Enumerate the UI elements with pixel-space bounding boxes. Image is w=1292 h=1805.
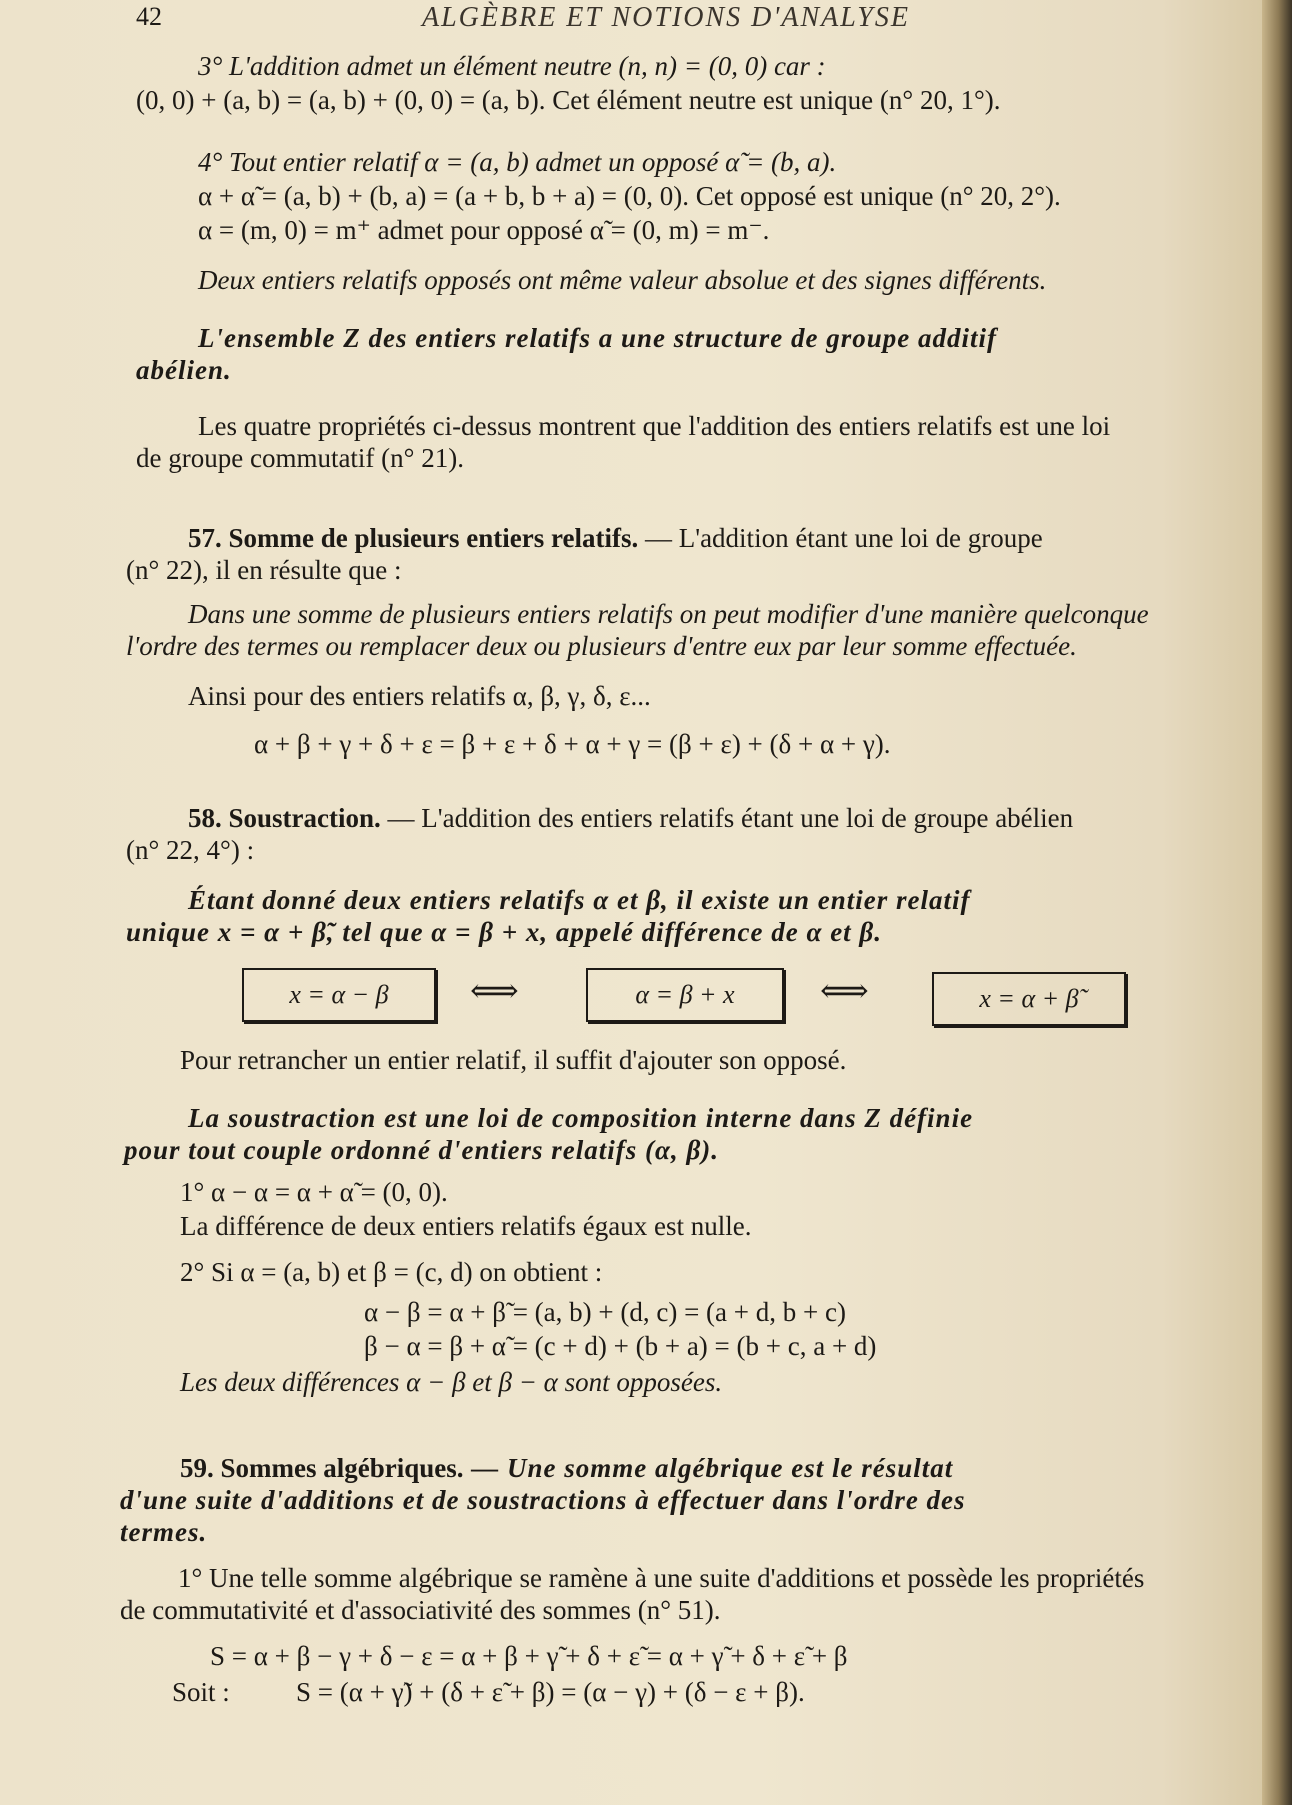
text-line: 2° Si α = (a, b) et β = (c, d) on obtient : xyxy=(180,1257,603,1287)
theorem-line: unique x = α + β̃, tel que α = β + x, appelé différence de α et β. xyxy=(126,917,883,947)
text-line: (0, 0) + (a, b) = (a, b) + (0, 0) = (a, b). Cet élément neutre est unique (n° 20, 1°). xyxy=(136,85,1001,115)
text-line: Les quatre propriétés ci-dessus montrent que l'addition des entiers relatifs est une loi xyxy=(198,411,1111,441)
page-number: 42 xyxy=(136,2,162,31)
book-spine-shadow xyxy=(1262,0,1292,1805)
running-title: ALGÈBRE ET NOTIONS D'ANALYSE xyxy=(422,2,910,33)
text-line: Pour retrancher un entier relatif, il suffit d'ajouter son opposé. xyxy=(180,1045,847,1075)
theorem-line: abélien. xyxy=(136,355,232,385)
text-line: La différence de deux entiers relatifs égaux est nulle. xyxy=(180,1211,752,1241)
text-line: 4° Tout entier relatif α = (a, b) admet un opposé α̃ = (b, a). xyxy=(198,147,837,177)
equivalence-arrow: ⟺ xyxy=(470,973,519,1010)
text-line: de commutativité et d'associativité des sommes (n° 51). xyxy=(120,1595,721,1625)
formula-label: Soit : xyxy=(172,1677,230,1707)
text-line: Ainsi pour des entiers relatifs α, β, γ, δ, ε... xyxy=(188,681,651,711)
formula-line: S = (α + γ̃) + (δ + ε̃ + β) = (α − γ) + (δ − ε + β). xyxy=(296,1677,805,1707)
text-line: (n° 22), il en résulte que : xyxy=(126,555,402,585)
formula-line: α + β + γ + δ + ε = β + ε + δ + α + γ = (β + ε) + (δ + α + γ). xyxy=(254,729,891,759)
theorem-line: Deux entiers relatifs opposés ont même valeur absolue et des signes différents. xyxy=(198,265,1047,295)
section-intro: — Une somme algébrique est le résultat xyxy=(463,1453,954,1483)
section-title: 59. Sommes algébriques. xyxy=(180,1453,464,1483)
theorem-line: l'ordre des termes ou remplacer deux ou plusieurs d'entre eux par leur somme effectuée. xyxy=(126,631,1077,661)
theorem-line: Étant donné deux entiers relatifs α et β, il existe un entier relatif xyxy=(188,885,971,915)
formula-box: α = β + x xyxy=(586,968,784,1022)
section-57-heading xyxy=(188,522,1043,554)
equivalence-arrow: ⟺ xyxy=(820,973,869,1010)
text-line: 1° Une telle somme algébrique se ramène à une suite d'additions et possède les propriétés xyxy=(178,1563,1145,1593)
section-title: 58. Soustraction. xyxy=(188,803,381,833)
section-58-heading xyxy=(188,802,1073,834)
text-line: α = (m, 0) = m⁺ admet pour opposé α̃ = (0, m) = m⁻. xyxy=(198,215,770,245)
section-intro: — L'addition étant une loi de groupe xyxy=(638,523,1043,553)
section-59-heading xyxy=(180,1452,953,1484)
theorem-line: d'une suite d'additions et de soustractions à effectuer dans l'ordre des xyxy=(120,1485,966,1515)
theorem-line: termes. xyxy=(120,1517,208,1547)
formula-line: S = α + β − γ + δ − ε = α + β + γ̃ + δ + ε̃ = α + γ̃ + δ + ε̃ + β xyxy=(210,1641,848,1671)
formula-box: x = α − β xyxy=(242,968,436,1022)
theorem-line: L'ensemble Z des entiers relatifs a une structure de groupe additif xyxy=(198,323,997,353)
theorem-line: La soustraction est une loi de composition interne dans Z définie xyxy=(188,1103,974,1133)
formula-line: β − α = β + α̃ = (c + d) + (b + a) = (b + c, a + d) xyxy=(364,1331,877,1361)
text-line: α + α̃ = (a, b) + (b, a) = (a + b, b + a) = (0, 0). Cet opposé est unique (n° 20, 2°). xyxy=(198,181,1061,211)
theorem-line: Les deux différences α − β et β − α sont opposées. xyxy=(180,1367,723,1397)
theorem-line: Dans une somme de plusieurs entiers relatifs on peut modifier d'une manière quelconque xyxy=(188,599,1149,629)
text-line: (n° 22, 4°) : xyxy=(126,835,255,865)
theorem-line: pour tout couple ordonné d'entiers relatifs (α, β). xyxy=(124,1135,720,1165)
section-intro: — L'addition des entiers relatifs étant une loi de groupe abélien xyxy=(380,803,1074,833)
text-line: de groupe commutatif (n° 21). xyxy=(136,443,464,473)
formula-box: x = α + β̃ xyxy=(932,972,1126,1026)
formula-line: α − β = α + β̃ = (a, b) + (d, c) = (a + d, b + c) xyxy=(364,1297,846,1327)
text-line: 3° L'addition admet un élément neutre (n, n) = (0, 0) car : xyxy=(198,51,826,81)
section-title: 57. Somme de plusieurs entiers relatifs. xyxy=(188,523,639,553)
formula-line: 1° α − α = α + α̃ = (0, 0). xyxy=(180,1177,448,1207)
page-header xyxy=(0,0,1262,40)
